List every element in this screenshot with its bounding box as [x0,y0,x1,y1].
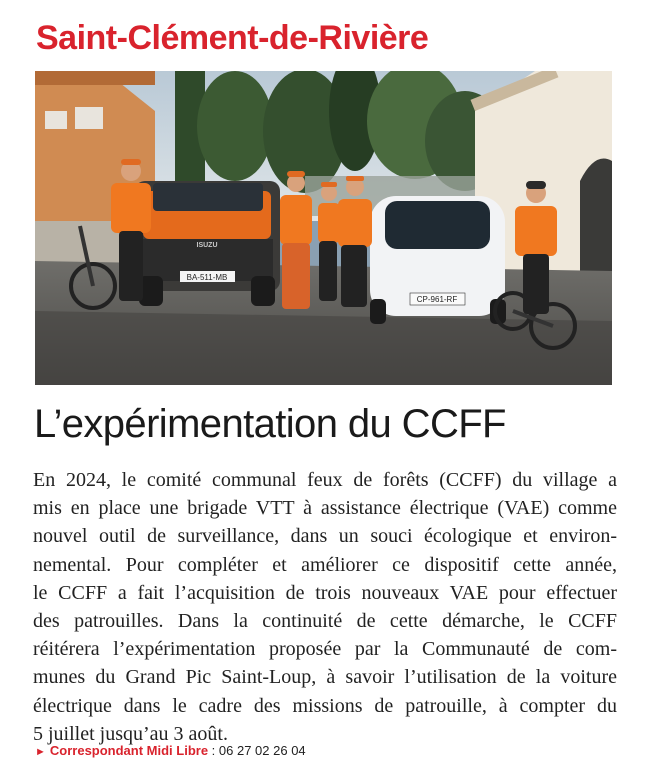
triangle-arrow-icon: ► [35,746,46,758]
article-photo [35,71,612,385]
pickup-plate: BA-511-MB [186,273,228,282]
signature-label: Correspondant Midi Libre [49,743,209,758]
car-plate: CP-961-RF [416,295,458,304]
body-line: nemental. Pour compléter et améliorer ce dispositif cette année, [33,553,617,576]
pickup-brand: ISUZU [196,242,218,249]
signature-separator: : [208,743,219,758]
body-line: munes du Grand Pic Saint-Loup, à savoir l’utilisation de la voiture [33,666,617,689]
body-line: 5 juillet jusqu’au 3 août. [33,722,228,745]
author-signature [35,742,306,761]
article-body [33,466,617,748]
body-line: réitérera l’expérimentation proposée par la Communauté de com- [33,638,617,661]
photo-illustration [35,71,612,385]
signature-phone: 06 27 02 26 04 [218,743,306,758]
body-line: le CCFF a fait l’acquisition de trois nouveaux VAE pour effectuer [33,581,617,604]
body-line: mis en place une brigade VTT à assistance électrique (VAE) comme [33,497,617,520]
section-kicker: Saint-Clément-de-Rivière [36,19,429,57]
body-line: des patrouilles. Dans la continuité de cette démarche, le CCFF [33,609,617,632]
body-line: électrique dans le cadre des missions de patrouille, à compter du [33,694,617,717]
body-line: nouvel outil de surveillance, dans un souci écologique et environ- [33,525,617,548]
article-headline: L’expérimentation du CCFF [34,402,506,446]
body-line: En 2024, le comité communal feux de forêts (CCFF) du village a [33,469,617,491]
